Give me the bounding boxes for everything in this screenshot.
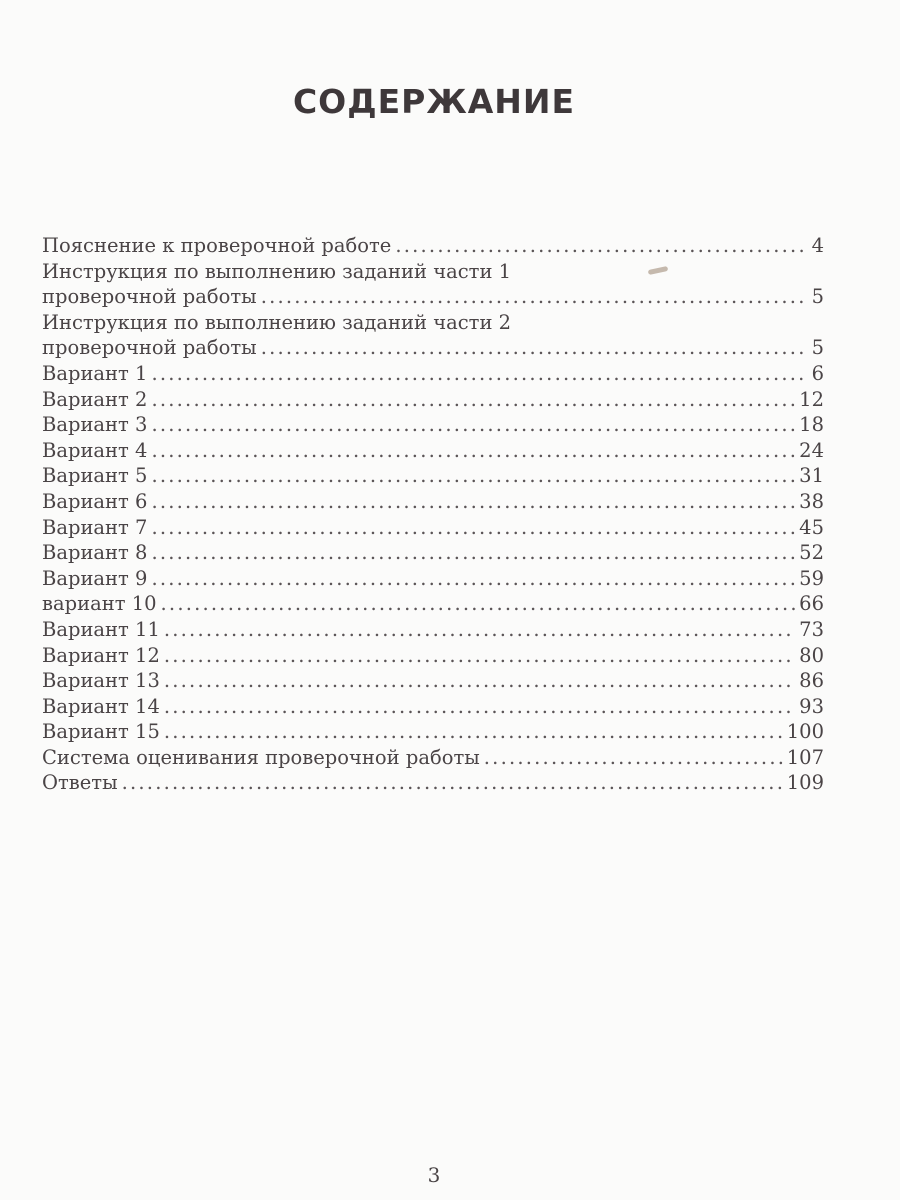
table-of-contents — [42, 233, 824, 796]
dot-leader — [261, 284, 806, 310]
toc-entry-title: Вариант 15 — [42, 720, 160, 744]
toc-entry-variant-10[interactable] — [42, 591, 824, 617]
toc-entry-variant-3[interactable] — [42, 412, 824, 438]
toc-entry-title: Вариант 4 — [42, 438, 148, 462]
toc-entry-page: 12 — [799, 387, 824, 411]
dot-leader — [151, 540, 795, 566]
dot-leader — [164, 694, 795, 720]
dot-leader — [261, 335, 806, 361]
toc-entry-title: Пояснение к проверочной работе — [42, 234, 392, 257]
dot-leader — [151, 438, 795, 464]
toc-entry-title: Вариант 5 — [42, 464, 148, 488]
dot-leader — [395, 233, 806, 259]
toc-entry-title: Вариант 11 — [42, 617, 160, 641]
toc-entry-page: 80 — [799, 643, 824, 667]
toc-entry-instruction-part1[interactable] — [42, 284, 824, 310]
dot-leader — [484, 745, 783, 771]
dot-leader — [151, 361, 806, 387]
dot-leader — [164, 643, 795, 669]
toc-entry-variant-14[interactable] — [42, 694, 824, 720]
toc-entry-page: 52 — [799, 541, 824, 565]
toc-entry-variant-7[interactable] — [42, 515, 824, 541]
toc-entry-variant-6[interactable] — [42, 489, 824, 515]
toc-entry-instruction-part1-line1[interactable] — [42, 259, 824, 285]
toc-entry-title: Система оценивания проверочной работы — [42, 745, 480, 769]
toc-entry-page: 86 — [799, 669, 824, 693]
toc-entry-page: 31 — [799, 464, 824, 488]
toc-entry-title: Инструкция по выполнению заданий части 1 — [42, 259, 512, 283]
toc-entry-variant-4[interactable] — [42, 438, 824, 464]
page-title: СОДЕРЖАНИЕ — [292, 82, 576, 121]
toc-entry-page: 59 — [799, 566, 824, 590]
dot-leader — [122, 770, 783, 796]
toc-entry-grading-system[interactable] — [42, 745, 824, 771]
toc-entry-page: 73 — [799, 617, 824, 641]
toc-entry-variant-9[interactable] — [42, 566, 824, 592]
toc-entry-title: Вариант 12 — [42, 643, 160, 667]
dot-leader — [151, 515, 795, 541]
toc-entry-variant-12[interactable] — [42, 643, 824, 669]
toc-entry-title: Вариант 9 — [42, 566, 148, 590]
toc-entry-variant-1[interactable] — [42, 361, 824, 387]
dot-leader — [151, 566, 795, 592]
page-number: 3 — [427, 1163, 441, 1187]
toc-entry-page: 6 — [811, 361, 824, 385]
toc-entry-variant-15[interactable] — [42, 719, 824, 745]
toc-entry-title: Вариант 8 — [42, 541, 148, 565]
toc-entry-explanation[interactable] — [42, 233, 824, 259]
dot-leader — [164, 719, 783, 745]
toc-entry-page: 109 — [786, 771, 824, 795]
toc-entry-title: Ответы — [42, 771, 118, 795]
dot-leader — [151, 489, 795, 515]
toc-entry-page: 100 — [786, 720, 824, 744]
toc-entry-variant-2[interactable] — [42, 387, 824, 413]
toc-entry-page: 45 — [799, 515, 824, 539]
toc-entry-page: 5 — [811, 336, 824, 360]
toc-entry-title: Вариант 7 — [42, 515, 148, 539]
dot-leader — [151, 387, 795, 413]
toc-entry-title: Вариант 2 — [42, 387, 148, 411]
toc-entry-variant-11[interactable] — [42, 617, 824, 643]
toc-entry-instruction-part2[interactable] — [42, 335, 824, 361]
toc-entry-variant-8[interactable] — [42, 540, 824, 566]
toc-entry-title: Вариант 3 — [42, 413, 148, 437]
dot-leader — [161, 591, 796, 617]
toc-entry-page: 4 — [811, 234, 824, 257]
toc-entry-title: Вариант 1 — [42, 361, 148, 385]
toc-entry-instruction-part2-line1[interactable] — [42, 310, 824, 336]
toc-entry-page: 107 — [786, 745, 824, 769]
toc-entry-title: Вариант 14 — [42, 694, 160, 718]
dot-leader — [151, 412, 795, 438]
toc-entry-answers[interactable] — [42, 770, 824, 796]
toc-entry-page: 93 — [799, 694, 824, 718]
toc-entry-title: проверочной работы — [42, 285, 257, 309]
toc-entry-title: проверочной работы — [42, 336, 257, 360]
toc-entry-page: 18 — [799, 413, 824, 437]
toc-entry-page: 24 — [799, 438, 824, 462]
dot-leader — [151, 463, 795, 489]
toc-entry-title: Инструкция по выполнению заданий части 2 — [42, 310, 512, 334]
toc-entry-variant-5[interactable] — [42, 463, 824, 489]
toc-entry-title: Вариант 6 — [42, 489, 148, 513]
dot-leader — [164, 617, 795, 643]
toc-entry-variant-13[interactable] — [42, 668, 824, 694]
dot-leader — [164, 668, 795, 694]
toc-entry-page: 38 — [799, 489, 824, 513]
toc-entry-title: вариант 10 — [42, 592, 157, 616]
toc-entry-title: Вариант 13 — [42, 669, 160, 693]
toc-entry-page: 5 — [811, 285, 824, 309]
toc-entry-page: 66 — [799, 592, 824, 616]
